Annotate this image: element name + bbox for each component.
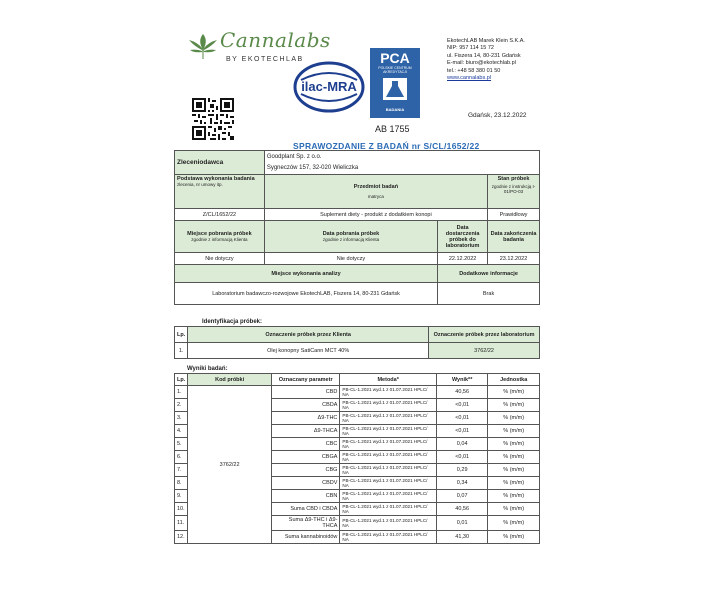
pca-badge <box>370 48 420 118</box>
basis-sub: zlecenia, nr umowy itp. <box>177 182 223 187</box>
results-table <box>174 373 540 544</box>
ident-row-lab: 3762/22 <box>429 343 540 359</box>
results-row-param: CBGA <box>271 451 339 464</box>
results-row-unit: % (m/m) <box>488 438 540 451</box>
company-line: E-mail: biuro@ekotechlab.pl <box>447 60 516 67</box>
results-row-param: Δ9-THCA <box>271 425 339 438</box>
company-line: EkotechLAB Marek Klein S.K.A. <box>447 38 525 44</box>
pca-badania: BADANIA <box>385 107 405 112</box>
results-row-lp: 5. <box>175 438 188 451</box>
analysis-place-value: Laboratorium badawczo-rozwojowe EkotechLAB, Fiszera 14, 80-231 Gdańsk <box>175 283 438 305</box>
ident-row-client: Olej konopny SatiCann MCT 40% <box>188 343 429 359</box>
results-row-lp: 11. <box>175 516 188 531</box>
results-row-result: <0,01 <box>436 451 487 464</box>
results-lp-header: Lp. <box>175 374 188 386</box>
results-row-lp: 10. <box>175 503 188 516</box>
results-row-method: PB-CL-1.2021 wyd.1 z 01.07.2021 HPLC/ NA <box>340 516 437 531</box>
brand-name: Cannalabs <box>220 28 331 52</box>
results-row-result: <0,01 <box>436 425 487 438</box>
state-sub: zgodnie z instrukcją I-01/PO-03 <box>491 184 536 194</box>
results-result-header: Wynik** <box>436 374 487 386</box>
brand-subtitle: BY EKOTECHLAB <box>226 56 304 63</box>
results-row-lp: 4. <box>175 425 188 438</box>
sample-ident-table <box>174 326 540 359</box>
sampling-place-label: Miejsce pobrania próbek <box>187 231 252 237</box>
results-row-lp: 12. <box>175 531 188 544</box>
company-line: NIP: 957 114 15 72 <box>447 45 494 52</box>
client-address: Sygneczów 157, 32-020 Wieliczka <box>264 163 539 175</box>
results-row-method: PB-CL-1.2021 wyd.1 z 01.07.2021 HPLC/ NA <box>340 412 437 425</box>
subject-label-cell <box>264 175 487 209</box>
results-row-method: PB-CL-1.2021 wyd.1 z 01.07.2021 HPLC/ NA <box>340 477 437 490</box>
results-row-result: 40,56 <box>436 503 487 516</box>
pca-sub-1: POLSKIE CENTRUM <box>378 66 412 70</box>
results-code-header: Kod próbki <box>188 374 272 386</box>
pca-sub-2: AKREDYTACJI <box>383 70 407 74</box>
results-row-result: 0,07 <box>436 490 487 503</box>
results-row-unit: % (m/m) <box>488 464 540 477</box>
basis-value: Z/CL/1652/22 <box>175 209 265 221</box>
report-title: SPRAWOZDANIE Z BADAŃ nr S/CL/1652/22 <box>293 141 480 151</box>
results-row-param: Suma CBD i CBDA <box>271 503 339 516</box>
results-row-lp: 8. <box>175 477 188 490</box>
results-row-lp: 3. <box>175 412 188 425</box>
extra-info-label: Dodatkowe informacje <box>438 265 540 283</box>
subject-label: Przedmiot badań <box>353 184 399 190</box>
ilac-text: ilac-MRA <box>301 79 357 94</box>
results-row-param: CBC <box>271 438 339 451</box>
results-row-result: 41,30 <box>436 531 487 544</box>
pca-title: PCA <box>380 50 410 66</box>
results-row-lp: 2. <box>175 399 188 412</box>
report-info-table <box>174 150 540 305</box>
sampling-date-sub: zgodnie z informacją Klienta <box>322 237 380 242</box>
results-row-lp: 9. <box>175 490 188 503</box>
sampling-date-value: Nie dotyczy <box>264 253 437 265</box>
results-row-param: CBDV <box>271 477 339 490</box>
results-row-unit: % (m/m) <box>488 386 540 399</box>
extra-info-value: Brak <box>438 283 540 305</box>
state-label: Stan próbek <box>497 176 530 182</box>
results-unit-header: Jednostka <box>488 374 540 386</box>
accreditation-number: AB 1755 <box>375 124 410 134</box>
subject-sub: matryca <box>367 194 384 199</box>
client-name: Goodplant Sp. z o.o. <box>264 151 539 163</box>
results-row-result: 0,01 <box>436 516 487 531</box>
basis-label-cell <box>175 175 265 209</box>
analysis-place-label: Miejsce wykonania analizy <box>175 265 438 283</box>
results-row-param: Suma kannabinoidów <box>271 531 339 544</box>
results-row-lp: 6. <box>175 451 188 464</box>
results-row-result: 0,34 <box>436 477 487 490</box>
results-row-param: CBDA <box>271 399 339 412</box>
results-row-result: 0,04 <box>436 438 487 451</box>
results-row-unit: % (m/m) <box>488 531 540 544</box>
results-row-unit: % (m/m) <box>488 399 540 412</box>
results-code-value: 3762/22 <box>188 386 272 544</box>
state-value: Prawidłowy <box>488 209 540 221</box>
results-row-unit: % (m/m) <box>488 477 540 490</box>
results-row-param: Δ9-THC <box>271 412 339 425</box>
ident-client-header: Oznaczenie próbek przez Klienta <box>188 327 429 343</box>
company-info <box>447 38 525 82</box>
results-row-method: PB-CL-1.2021 wyd.1 z 01.07.2021 HPLC/ NA <box>340 451 437 464</box>
results-row-method: PB-CL-1.2021 wyd.1 z 01.07.2021 HPLC/ NA <box>340 386 437 399</box>
results-row-lp: 1. <box>175 386 188 399</box>
results-row-param: CBD <box>271 386 339 399</box>
sampling-place-value: Nie dotyczy <box>175 253 265 265</box>
results-row-unit: % (m/m) <box>488 490 540 503</box>
subject-value: Suplement diety - produkt z dodatkiem konopi <box>264 209 487 221</box>
sampling-place-sub: zgodnie z informacją Klienta <box>191 237 248 242</box>
results-section-label: Wyniki badań: <box>187 366 228 372</box>
results-row-lp: 7. <box>175 464 188 477</box>
results-row-method: PB-CL-1.2021 wyd.1 z 01.07.2021 HPLC/ NA <box>340 425 437 438</box>
company-line: ul. Fiszera 14, 80-231 Gdańsk <box>447 52 521 59</box>
ident-section-label: Identyfikacja próbek: <box>202 319 263 325</box>
results-row-method: PB-CL-1.2021 wyd.1 z 01.07.2021 HPLC/ NA <box>340 531 437 544</box>
results-row-unit: % (m/m) <box>488 425 540 438</box>
results-row-method: PB-CL-1.2021 wyd.1 z 01.07.2021 HPLC/ NA <box>340 438 437 451</box>
end-label: Data zakończenia badania <box>488 221 540 253</box>
qr-code-icon <box>192 98 234 140</box>
sampling-place-label-cell <box>175 221 265 253</box>
results-row-unit: % (m/m) <box>488 451 540 464</box>
ident-lab-header: Oznaczenie próbek przez laboratorium <box>429 327 540 343</box>
cannabis-leaf-icon <box>188 34 218 60</box>
ident-row-lp: 1. <box>175 343 188 359</box>
results-row-unit: % (m/m) <box>488 503 540 516</box>
ilac-mra-logo <box>293 60 365 114</box>
state-label-cell <box>488 175 540 209</box>
sampling-date-label: Data pobrania próbek <box>322 231 380 237</box>
results-row-param: CBN <box>271 490 339 503</box>
results-param-header: Oznaczany parametr <box>271 374 339 386</box>
results-row-unit: % (m/m) <box>488 412 540 425</box>
ident-lp-header: Lp. <box>175 327 188 343</box>
results-row-method: PB-CL-1.2021 wyd.1 z 01.07.2021 HPLC/ NA <box>340 503 437 516</box>
results-row-result: 0,29 <box>436 464 487 477</box>
results-row-method: PB-CL-1.2021 wyd.1 z 01.07.2021 HPLC/ NA <box>340 399 437 412</box>
basis-label: Podstawa wykonania badania <box>177 176 255 182</box>
results-row-method: PB-CL-1.2021 wyd.1 z 01.07.2021 HPLC/ NA <box>340 464 437 477</box>
company-website-link[interactable]: www.cannalabs.pl <box>447 75 492 82</box>
results-row <box>175 386 540 399</box>
client-label: Zleceniodawca <box>175 151 265 175</box>
results-row-method: PB-CL-1.2021 wyd.1 z 01.07.2021 HPLC/ NA <box>340 490 437 503</box>
results-method-header: Metoda* <box>340 374 437 386</box>
end-value: 23.12.2022 <box>488 253 540 265</box>
results-row-param: Suma Δ9-THC i Δ9-THCA <box>271 516 339 531</box>
pca-flask-icon <box>383 78 407 100</box>
company-line: tel.: +48 58 380 01 50 <box>447 67 501 74</box>
results-row-unit: % (m/m) <box>488 516 540 531</box>
place-date: Gdańsk, 23.12.2022 <box>468 112 527 119</box>
results-row-param: CBG <box>271 464 339 477</box>
results-row-result: 40,56 <box>436 386 487 399</box>
results-row-result: <0,01 <box>436 399 487 412</box>
delivery-label: Data dostarczenia próbek do laboratorium <box>438 221 488 253</box>
sampling-date-label-cell <box>264 221 437 253</box>
results-row-result: <0,01 <box>436 412 487 425</box>
delivery-value: 22.12.2022 <box>438 253 488 265</box>
